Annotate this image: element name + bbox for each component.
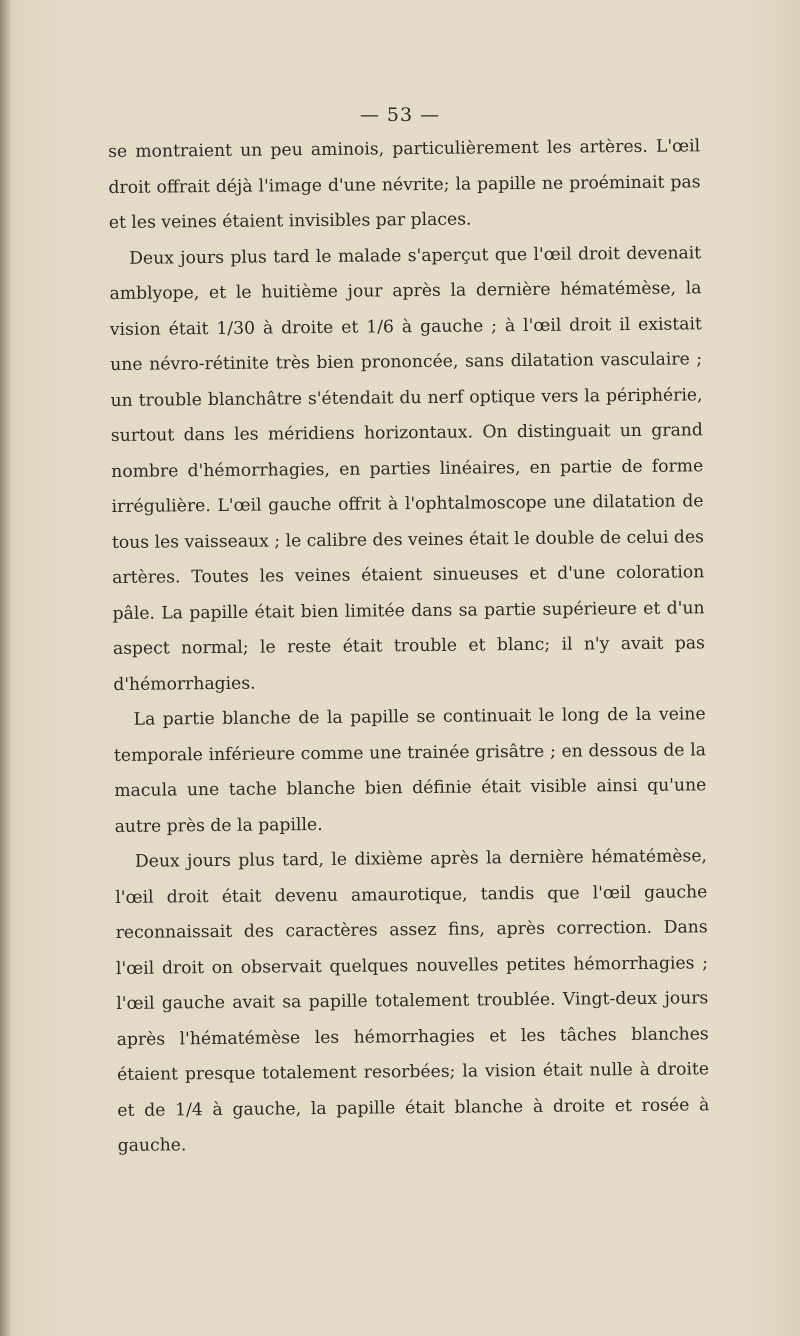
page-binding-edge — [0, 0, 10, 1336]
paragraph-1: se montraient un peu aminois, particulièrement les artères. L'œil droit offrait déjà l'image d'une névrite; la papille ne proéminait pas et les veines étaient invisibles par places. — [108, 136, 701, 233]
paragraph-4: Deux jours plus tard, le dixième après la dernière hématémèse, l'œil droit était devenu amaurotique, tandis que l'œil gauche reconnaissait des caractères assez fins, après correction. Dans l'œil droit on observait quelques nouvelles petites hémorrhagies ; l'œil gauche avait sa papille totalement troublée. Vingt-deux jours après l'hématémèse les hémorrhagies et les tâches blanches étaient presque totalement resorbées; la vision était nulle à droite et de 1/4 à gauche, la papille était blanche à droite et rosée à gauche. — [115, 846, 710, 1156]
body-text — [108, 129, 710, 1164]
paragraph-3: La partie blanche de la papille se continuait le long de la veine temporale inférieure comme une trainée grisâtre ; en dessous de la macula une tache blanche bien définie était visible ainsi qu'une autre près de la papille. — [113, 704, 707, 837]
paragraph-2: Deux jours plus tard le malade s'aperçut que l'œil droit devenait amblyope, et le huitième jour après la dernière hématémèse, la vision était 1/30 à droite et 1/6 à gauche ; à l'œil droit il existait une névro-rétinite très bien prononcée, sans dilatation vasculaire ; un trouble blanchâtre s'étendait du nerf optique vers la périphérie, surtout dans les méridiens horizontaux. On distinguait un grand nombre d'hémorrhagies, en parties linéaires, en partie de forme irrégulière. L'œil gauche offrit à l'ophtalmoscope une dilatation de tous les vaisseaux ; le calibre des veines était le double de celui des artères. Toutes les veines étaient sinueuses et d'une coloration pâle. La papille était bien limitée dans sa partie supérieure et d'un aspect normal; le reste était trouble et blanc; il n'y avait pas d'hémorrhagies. — [109, 242, 706, 695]
page-number: — 53 — — [359, 104, 441, 126]
